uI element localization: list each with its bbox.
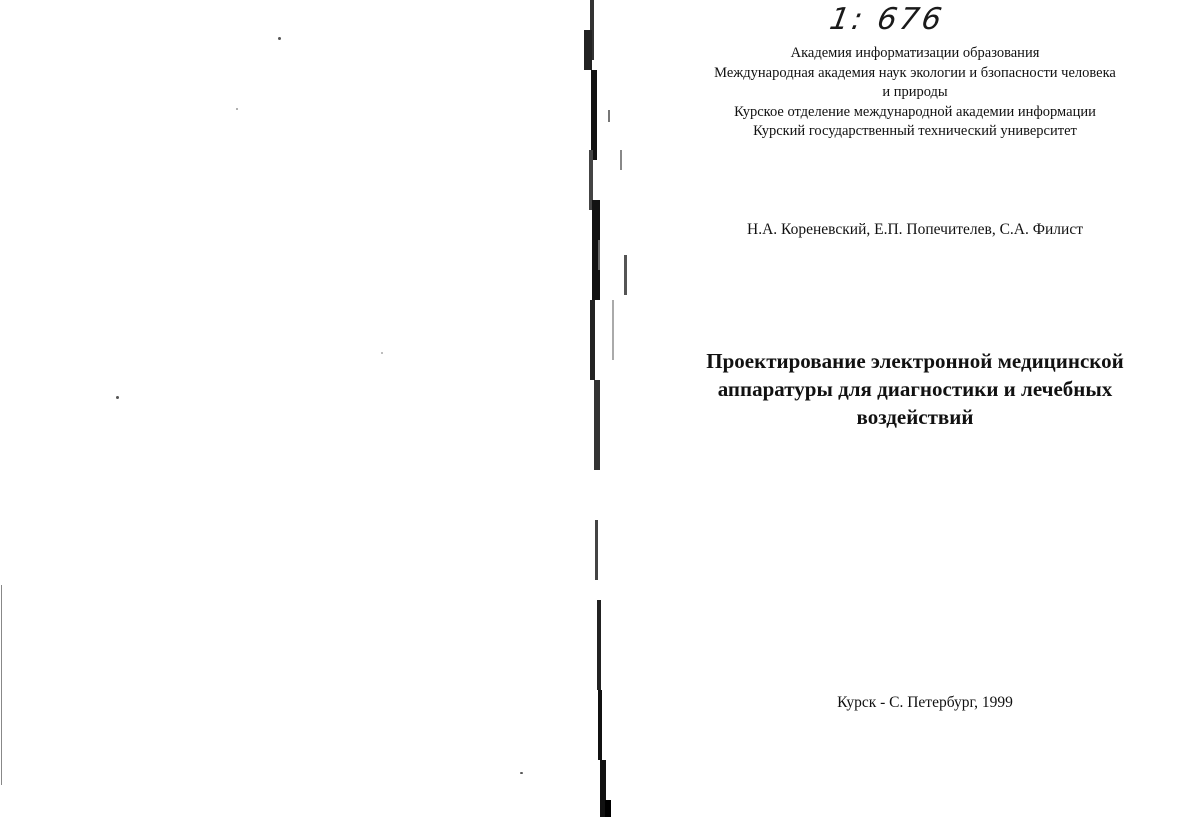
handwritten-inventory-number: 1: 676: [826, 2, 948, 37]
affiliation-line: Курское отделение международной академии информации: [734, 103, 1096, 120]
title-line: аппаратуры для диагностики и лечебных: [717, 377, 1113, 401]
imprint-line: Курск - С. Петербург, 1999: [837, 694, 1013, 711]
affiliation-line: Курский государственный технический университет: [753, 123, 1077, 139]
title-line: Проектирование электронной медицинской: [706, 349, 1124, 373]
scan-speck: [1, 585, 2, 785]
book-title: [660, 347, 1170, 431]
scan-speck: [116, 396, 119, 399]
scan-speck: [381, 352, 383, 354]
scan-speck: [236, 108, 238, 110]
authors-line: Н.А. Кореневский, Е.П. Попечителев, С.А. Филист: [747, 221, 1083, 238]
affiliation-line: Международная академия наук экологии и бзопасности человека: [714, 64, 1116, 81]
affiliation-line: Академия информатизации образования: [790, 45, 1040, 61]
title-line: воздействий: [856, 405, 974, 429]
left-blank-page: [0, 0, 590, 817]
affiliation-line: и природы: [882, 84, 948, 100]
affiliations-block: [675, 44, 1155, 142]
scan-speck: [520, 772, 523, 774]
scan-speck: [278, 37, 281, 40]
